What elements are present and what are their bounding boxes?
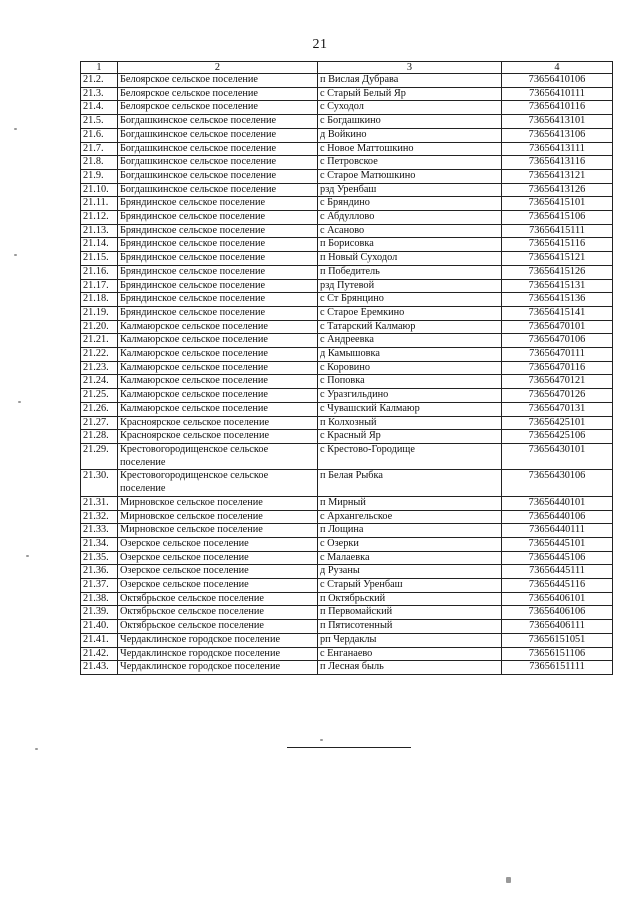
settlement-cell: с Старое Еремкино bbox=[318, 306, 502, 320]
municipality-cell: Бряндинское сельское поселение bbox=[118, 197, 318, 211]
code-cell: 73656406111 bbox=[502, 620, 613, 634]
municipality-cell: Богдашкинское сельское поселение bbox=[118, 128, 318, 142]
column-header-municipality: 2 bbox=[118, 62, 318, 74]
municipality-cell: Чердаклинское городское поселение bbox=[118, 647, 318, 661]
settlement-cell: с Ст Брянцино bbox=[318, 293, 502, 307]
code-cell: 73656425106 bbox=[502, 430, 613, 444]
code-cell: 73656445101 bbox=[502, 537, 613, 551]
row-number-cell: 21.30. bbox=[81, 470, 118, 496]
code-cell: 73656470131 bbox=[502, 402, 613, 416]
municipality-cell: Калмаюрское сельское поселение bbox=[118, 389, 318, 403]
table-row bbox=[81, 128, 613, 142]
municipality-cell: Мирновское сельское поселение bbox=[118, 524, 318, 538]
table-row bbox=[81, 524, 613, 538]
row-number-cell: 21.27. bbox=[81, 416, 118, 430]
settlement-cell: с Поповка bbox=[318, 375, 502, 389]
code-cell: 73656470111 bbox=[502, 348, 613, 362]
settlement-cell: с Старый Уренбаш bbox=[318, 579, 502, 593]
row-number-cell: 21.18. bbox=[81, 293, 118, 307]
scan-speck bbox=[14, 128, 17, 130]
municipality-cell: Крестовогородищенское сельское поселение bbox=[118, 470, 318, 496]
table-row bbox=[81, 416, 613, 430]
table-row bbox=[81, 633, 613, 647]
scan-speck bbox=[18, 401, 21, 403]
settlement-cell: д Войкино bbox=[318, 128, 502, 142]
settlement-cell: с Андреевка bbox=[318, 334, 502, 348]
municipality-cell: Белоярское сельское поселение bbox=[118, 101, 318, 115]
table-row bbox=[81, 510, 613, 524]
table-row bbox=[81, 537, 613, 551]
table-row bbox=[81, 87, 613, 101]
settlement-cell: д Камышовка bbox=[318, 348, 502, 362]
row-number-cell: 21.25. bbox=[81, 389, 118, 403]
settlement-cell: рзд Путевой bbox=[318, 279, 502, 293]
table-row bbox=[81, 579, 613, 593]
municipality-cell: Бряндинское сельское поселение bbox=[118, 265, 318, 279]
settlement-cell: п Победитель bbox=[318, 265, 502, 279]
settlement-cell: с Чувашский Калмаюр bbox=[318, 402, 502, 416]
settlement-cell: рп Чердаклы bbox=[318, 633, 502, 647]
row-number-cell: 21.38. bbox=[81, 592, 118, 606]
code-cell: 73656445116 bbox=[502, 579, 613, 593]
municipality-cell: Калмаюрское сельское поселение bbox=[118, 348, 318, 362]
settlement-cell: п Борисовка bbox=[318, 238, 502, 252]
table-row bbox=[81, 430, 613, 444]
municipality-cell: Белоярское сельское поселение bbox=[118, 74, 318, 88]
table-row bbox=[81, 592, 613, 606]
settlement-cell: с Татарский Калмаюр bbox=[318, 320, 502, 334]
settlement-cell: с Абдуллово bbox=[318, 211, 502, 225]
page-number: 21 bbox=[312, 37, 328, 52]
scan-speck bbox=[14, 254, 17, 256]
table-row bbox=[81, 348, 613, 362]
municipality-cell: Октябрьское сельское поселение bbox=[118, 606, 318, 620]
table-row bbox=[81, 101, 613, 115]
municipality-cell: Калмаюрское сельское поселение bbox=[118, 375, 318, 389]
municipality-cell: Калмаюрское сельское поселение bbox=[118, 320, 318, 334]
table-row bbox=[81, 156, 613, 170]
table-row bbox=[81, 606, 613, 620]
table-header-row bbox=[81, 62, 613, 74]
code-cell: 73656415141 bbox=[502, 306, 613, 320]
settlement-cell: с Бряндино bbox=[318, 197, 502, 211]
table-row bbox=[81, 402, 613, 416]
code-cell: 73656440106 bbox=[502, 510, 613, 524]
code-cell: 73656430101 bbox=[502, 443, 613, 469]
municipality-cell: Калмаюрское сельское поселение bbox=[118, 361, 318, 375]
code-cell: 73656470126 bbox=[502, 389, 613, 403]
municipality-cell: Бряндинское сельское поселение bbox=[118, 211, 318, 225]
table-row bbox=[81, 389, 613, 403]
code-cell: 73656406106 bbox=[502, 606, 613, 620]
row-number-cell: 21.26. bbox=[81, 402, 118, 416]
code-cell: 73656445111 bbox=[502, 565, 613, 579]
table-row bbox=[81, 620, 613, 634]
table-row bbox=[81, 74, 613, 88]
scan-speck bbox=[506, 877, 511, 883]
code-cell: 73656440101 bbox=[502, 496, 613, 510]
municipality-cell: Чердаклинское городское поселение bbox=[118, 661, 318, 675]
code-cell: 73656415111 bbox=[502, 224, 613, 238]
row-number-cell: 21.41. bbox=[81, 633, 118, 647]
code-cell: 73656470116 bbox=[502, 361, 613, 375]
settlement-cell: с Коровино bbox=[318, 361, 502, 375]
municipality-cell: Калмаюрское сельское поселение bbox=[118, 334, 318, 348]
row-number-cell: 21.31. bbox=[81, 496, 118, 510]
code-cell: 73656415136 bbox=[502, 293, 613, 307]
table-row bbox=[81, 183, 613, 197]
signature-line bbox=[287, 747, 411, 748]
row-number-cell: 21.3. bbox=[81, 87, 118, 101]
row-number-cell: 21.32. bbox=[81, 510, 118, 524]
code-cell: 73656440111 bbox=[502, 524, 613, 538]
column-header-settlement: 3 bbox=[318, 62, 502, 74]
row-number-cell: 21.28. bbox=[81, 430, 118, 444]
municipality-cell: Бряндинское сельское поселение bbox=[118, 306, 318, 320]
table-row bbox=[81, 496, 613, 510]
settlement-cell: п Колхозный bbox=[318, 416, 502, 430]
settlement-cell: п Октябрьский bbox=[318, 592, 502, 606]
municipality-cell: Озерское сельское поселение bbox=[118, 579, 318, 593]
row-number-cell: 21.14. bbox=[81, 238, 118, 252]
settlement-cell: с Енганаево bbox=[318, 647, 502, 661]
row-number-cell: 21.17. bbox=[81, 279, 118, 293]
table-row bbox=[81, 224, 613, 238]
municipality-cell: Мирновское сельское поселение bbox=[118, 496, 318, 510]
row-number-cell: 21.11. bbox=[81, 197, 118, 211]
settlement-cell: с Богдашкино bbox=[318, 115, 502, 129]
municipality-cell: Богдашкинское сельское поселение bbox=[118, 169, 318, 183]
municipality-cell: Красноярское сельское поселение bbox=[118, 430, 318, 444]
code-cell: 73656413106 bbox=[502, 128, 613, 142]
code-cell: 73656410116 bbox=[502, 101, 613, 115]
municipality-cell: Озерское сельское поселение bbox=[118, 551, 318, 565]
table-row bbox=[81, 211, 613, 225]
table-row bbox=[81, 169, 613, 183]
settlement-cell: п Вислая Дубрава bbox=[318, 74, 502, 88]
row-number-cell: 21.10. bbox=[81, 183, 118, 197]
row-number-cell: 21.12. bbox=[81, 211, 118, 225]
table-body bbox=[81, 74, 613, 675]
row-number-cell: 21.34. bbox=[81, 537, 118, 551]
code-cell: 73656415101 bbox=[502, 197, 613, 211]
table-row bbox=[81, 375, 613, 389]
row-number-cell: 21.22. bbox=[81, 348, 118, 362]
code-cell: 73656430106 bbox=[502, 470, 613, 496]
municipality-cell: Крестовогородищенское сельское поселение bbox=[118, 443, 318, 469]
municipality-cell: Мирновское сельское поселение bbox=[118, 510, 318, 524]
code-cell: 73656415116 bbox=[502, 238, 613, 252]
settlement-cell: п Новый Суходол bbox=[318, 252, 502, 266]
settlement-cell: с Асаново bbox=[318, 224, 502, 238]
settlement-cell: с Архангельское bbox=[318, 510, 502, 524]
settlement-cell: с Петровское bbox=[318, 156, 502, 170]
code-cell: 73656445106 bbox=[502, 551, 613, 565]
table-row bbox=[81, 551, 613, 565]
table-row bbox=[81, 197, 613, 211]
code-cell: 73656415121 bbox=[502, 252, 613, 266]
settlement-cell: п Мирный bbox=[318, 496, 502, 510]
municipality-cell: Бряндинское сельское поселение bbox=[118, 252, 318, 266]
code-cell: 73656151106 bbox=[502, 647, 613, 661]
row-number-cell: 21.36. bbox=[81, 565, 118, 579]
municipality-cell: Бряндинское сельское поселение bbox=[118, 279, 318, 293]
table-row bbox=[81, 334, 613, 348]
municipality-cell: Красноярское сельское поселение bbox=[118, 416, 318, 430]
table-row bbox=[81, 293, 613, 307]
code-cell: 73656415126 bbox=[502, 265, 613, 279]
table-row bbox=[81, 647, 613, 661]
settlement-cell: п Лощина bbox=[318, 524, 502, 538]
code-cell: 73656470101 bbox=[502, 320, 613, 334]
row-number-cell: 21.42. bbox=[81, 647, 118, 661]
municipality-cell: Богдашкинское сельское поселение bbox=[118, 156, 318, 170]
code-cell: 73656415131 bbox=[502, 279, 613, 293]
row-number-cell: 21.6. bbox=[81, 128, 118, 142]
municipality-cell: Бряндинское сельское поселение bbox=[118, 224, 318, 238]
municipality-cell: Бряндинское сельское поселение bbox=[118, 238, 318, 252]
municipality-cell: Октябрьское сельское поселение bbox=[118, 592, 318, 606]
municipality-cell: Бряндинское сельское поселение bbox=[118, 293, 318, 307]
settlement-cell: п Белая Рыбка bbox=[318, 470, 502, 496]
row-number-cell: 21.39. bbox=[81, 606, 118, 620]
row-number-cell: 21.13. bbox=[81, 224, 118, 238]
code-cell: 73656406101 bbox=[502, 592, 613, 606]
row-number-cell: 21.21. bbox=[81, 334, 118, 348]
row-number-cell: 21.19. bbox=[81, 306, 118, 320]
row-number-cell: 21.7. bbox=[81, 142, 118, 156]
municipality-cell: Белоярское сельское поселение bbox=[118, 87, 318, 101]
table-row bbox=[81, 306, 613, 320]
table-row bbox=[81, 565, 613, 579]
settlement-cell: с Старый Белый Яр bbox=[318, 87, 502, 101]
row-number-cell: 21.24. bbox=[81, 375, 118, 389]
code-cell: 73656470106 bbox=[502, 334, 613, 348]
row-number-cell: 21.37. bbox=[81, 579, 118, 593]
table-row bbox=[81, 320, 613, 334]
settlement-cell: с Малаевка bbox=[318, 551, 502, 565]
code-cell: 73656413116 bbox=[502, 156, 613, 170]
code-cell: 73656410111 bbox=[502, 87, 613, 101]
table-row bbox=[81, 115, 613, 129]
municipality-cell: Богдашкинское сельское поселение bbox=[118, 115, 318, 129]
municipality-cell: Озерское сельское поселение bbox=[118, 565, 318, 579]
scan-speck bbox=[320, 739, 323, 741]
code-cell: 73656413126 bbox=[502, 183, 613, 197]
row-number-cell: 21.40. bbox=[81, 620, 118, 634]
row-number-cell: 21.23. bbox=[81, 361, 118, 375]
row-number-cell: 21.29. bbox=[81, 443, 118, 469]
code-cell: 73656413111 bbox=[502, 142, 613, 156]
code-cell: 73656410106 bbox=[502, 74, 613, 88]
settlement-cell: с Суходол bbox=[318, 101, 502, 115]
column-header-code: 4 bbox=[502, 62, 613, 74]
settlement-cell: с Озерки bbox=[318, 537, 502, 551]
code-cell: 73656470121 bbox=[502, 375, 613, 389]
municipality-cell: Богдашкинское сельское поселение bbox=[118, 142, 318, 156]
settlement-cell: д Рузаны bbox=[318, 565, 502, 579]
settlement-cell: с Старое Матюшкино bbox=[318, 169, 502, 183]
row-number-cell: 21.15. bbox=[81, 252, 118, 266]
settlement-cell: с Новое Маттошкино bbox=[318, 142, 502, 156]
row-number-cell: 21.4. bbox=[81, 101, 118, 115]
row-number-cell: 21.8. bbox=[81, 156, 118, 170]
row-number-cell: 21.5. bbox=[81, 115, 118, 129]
settlement-cell: с Уразгильдино bbox=[318, 389, 502, 403]
table-row bbox=[81, 661, 613, 675]
municipality-cell: Богдашкинское сельское поселение bbox=[118, 183, 318, 197]
code-cell: 73656425101 bbox=[502, 416, 613, 430]
column-header-number: 1 bbox=[81, 62, 118, 74]
settlement-cell: с Красный Яр bbox=[318, 430, 502, 444]
table-row bbox=[81, 361, 613, 375]
table-row bbox=[81, 443, 613, 469]
settlement-cell: с Крестово-Городище bbox=[318, 443, 502, 469]
municipality-cell: Чердаклинское городское поселение bbox=[118, 633, 318, 647]
settlement-cell: п Первомайский bbox=[318, 606, 502, 620]
code-cell: 73656415106 bbox=[502, 211, 613, 225]
row-number-cell: 21.33. bbox=[81, 524, 118, 538]
code-cell: 73656413101 bbox=[502, 115, 613, 129]
table-row bbox=[81, 470, 613, 496]
row-number-cell: 21.43. bbox=[81, 661, 118, 675]
table-row bbox=[81, 142, 613, 156]
scan-speck bbox=[35, 748, 38, 750]
table-row bbox=[81, 238, 613, 252]
code-cell: 73656413121 bbox=[502, 169, 613, 183]
municipality-cell: Озерское сельское поселение bbox=[118, 537, 318, 551]
settlement-cell: п Пятисотенный bbox=[318, 620, 502, 634]
table-row bbox=[81, 279, 613, 293]
code-cell: 73656151111 bbox=[502, 661, 613, 675]
row-number-cell: 21.16. bbox=[81, 265, 118, 279]
table-row bbox=[81, 265, 613, 279]
row-number-cell: 21.20. bbox=[81, 320, 118, 334]
settlement-cell: рзд Уренбаш bbox=[318, 183, 502, 197]
municipality-cell: Октябрьское сельское поселение bbox=[118, 620, 318, 634]
scan-speck bbox=[26, 555, 29, 557]
row-number-cell: 21.9. bbox=[81, 169, 118, 183]
code-cell: 73656151051 bbox=[502, 633, 613, 647]
municipality-cell: Калмаюрское сельское поселение bbox=[118, 402, 318, 416]
settlements-table bbox=[80, 61, 613, 675]
settlement-cell: п Лесная быль bbox=[318, 661, 502, 675]
row-number-cell: 21.35. bbox=[81, 551, 118, 565]
table-row bbox=[81, 252, 613, 266]
row-number-cell: 21.2. bbox=[81, 74, 118, 88]
